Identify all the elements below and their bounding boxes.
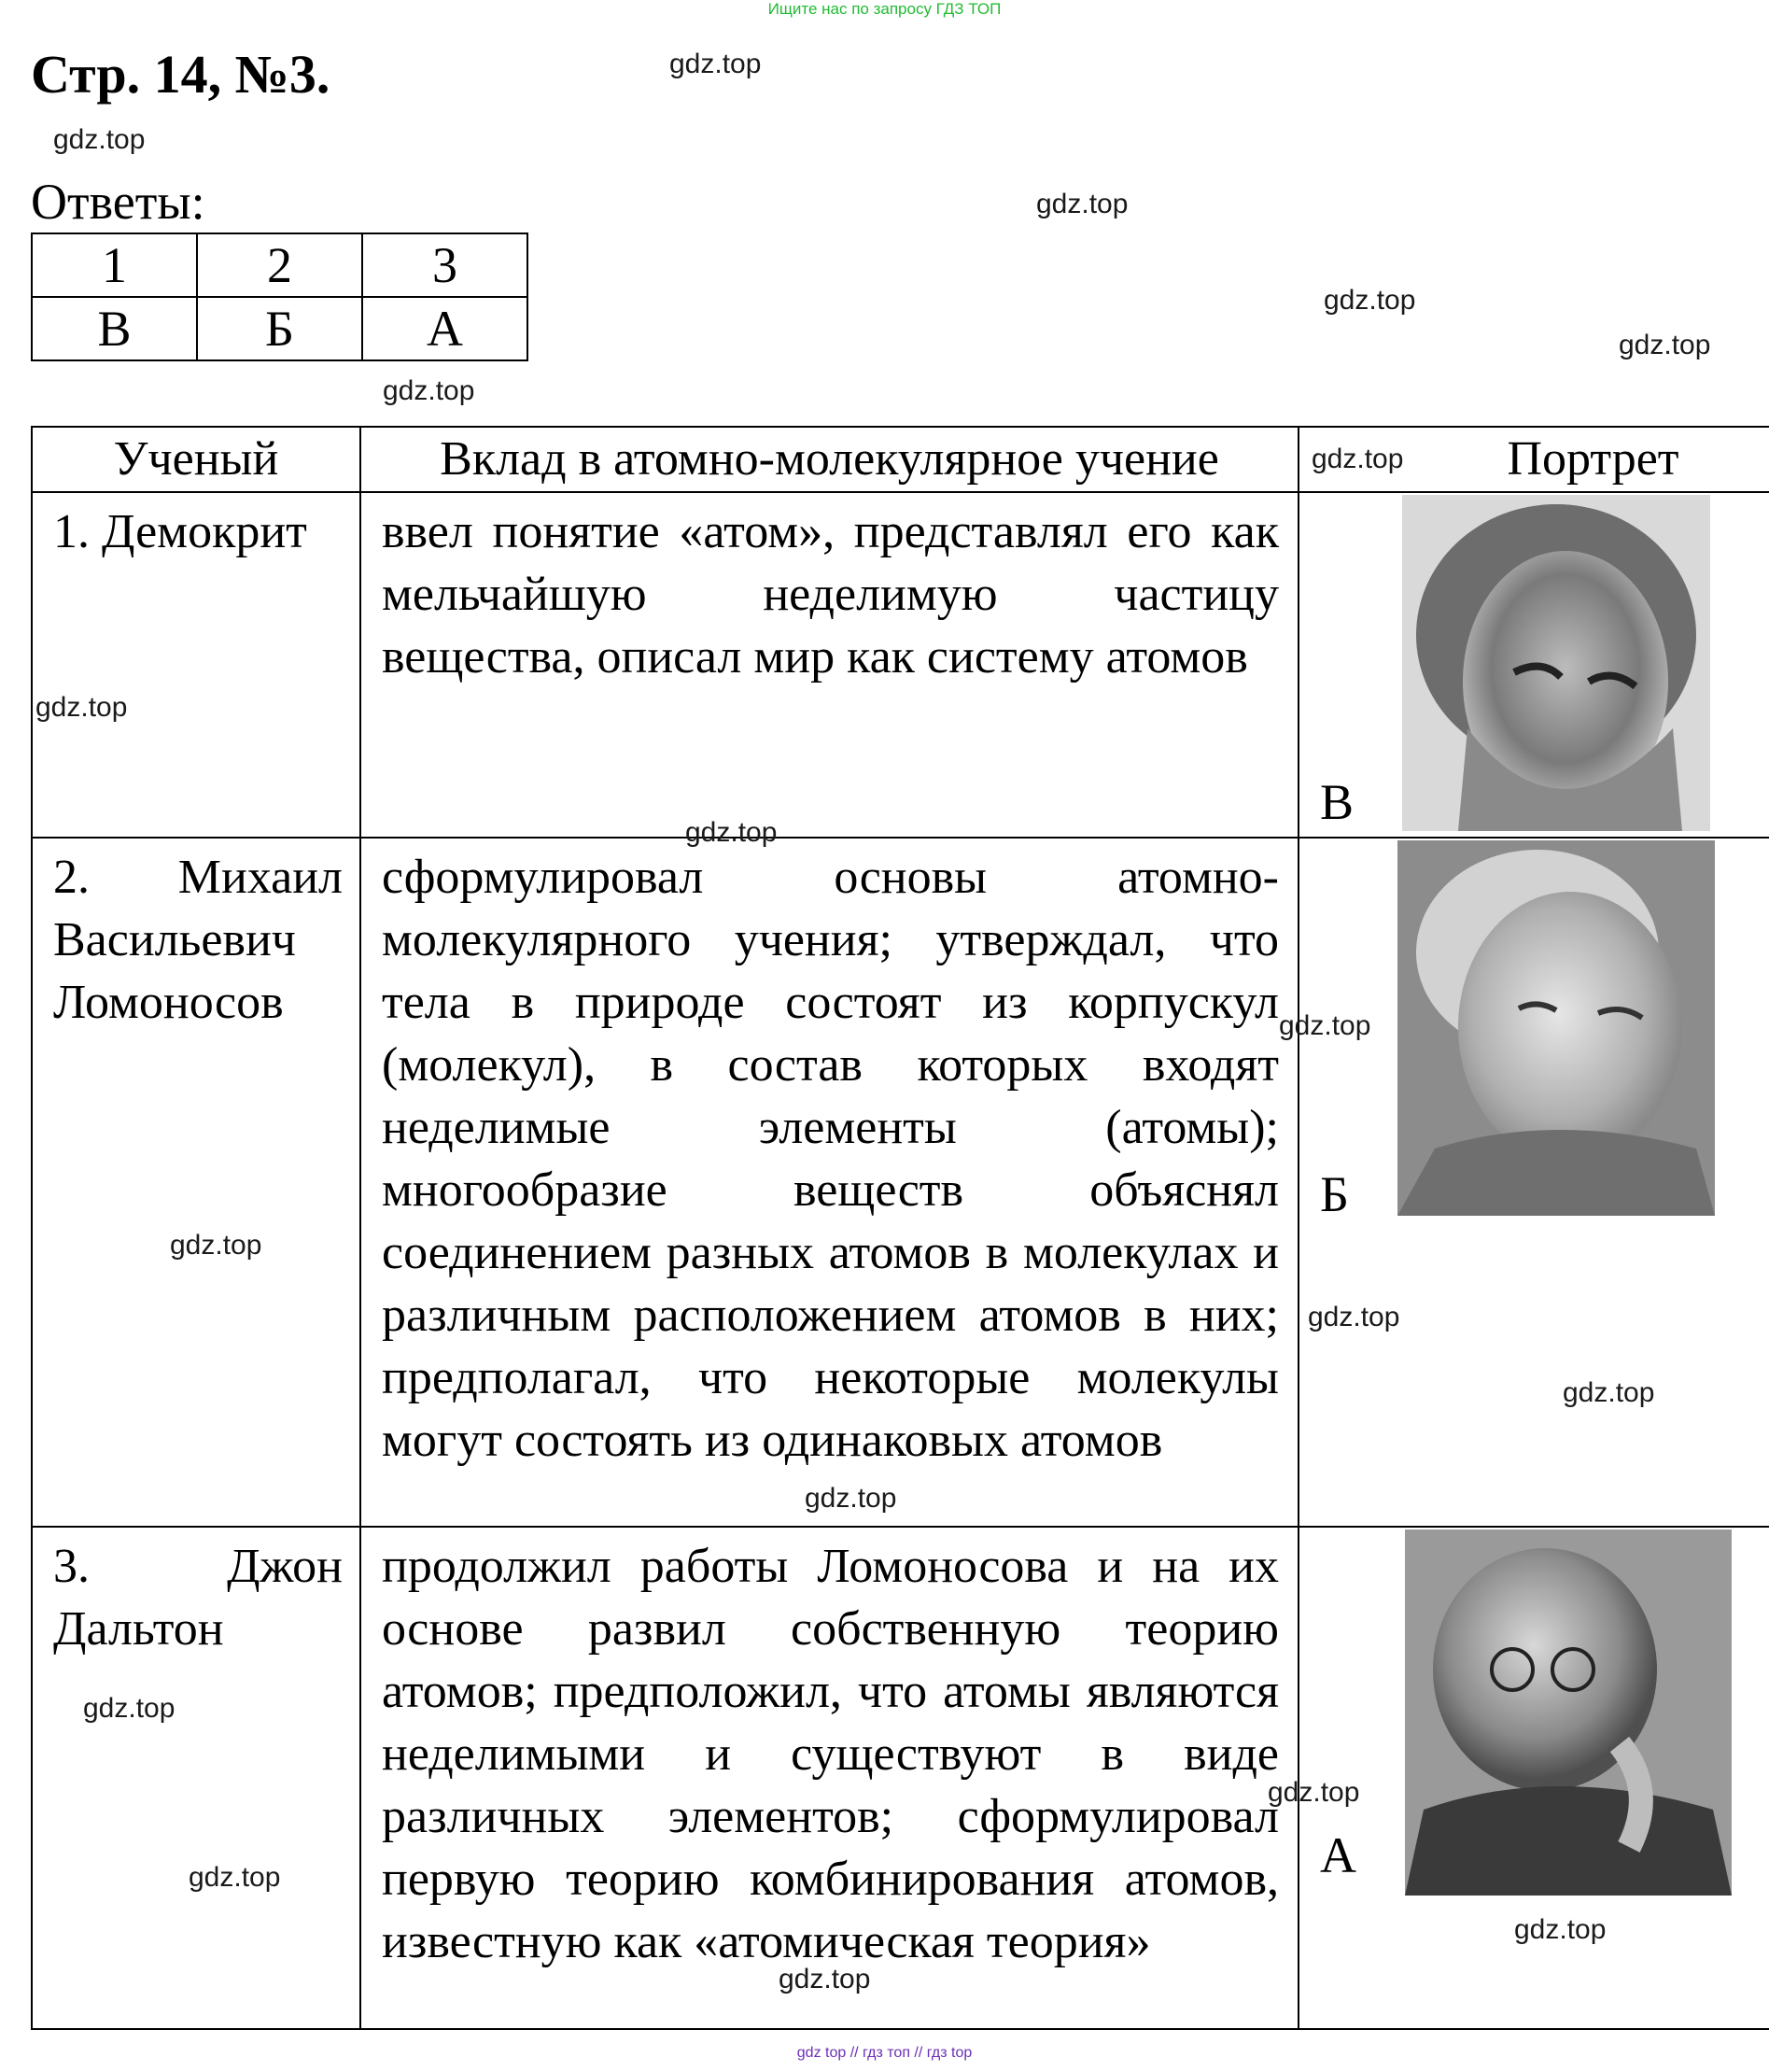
table-row: [32, 492, 1769, 838]
bottom-banner: gdz top // гдз топ // гдз top: [796, 2045, 973, 2061]
watermark: gdz.top: [1279, 1010, 1371, 1041]
scientist-contribution: ввел понятие «атом», представлял его как мельчайшую неделимую частицу вещества, описал мир как систему атомов: [360, 492, 1299, 838]
scientists-table: [31, 426, 1769, 2030]
scientist-name: 1. Демокрит: [32, 492, 360, 838]
scientist-contribution: продолжил работы Ломоносова и на их основе развил собственную теорию атомов; предположил, что атомы являются неделимыми и существуют в виде различных элементов; сформулировал первую теорию комбинирования атомов, известную как «атомическая теория»: [360, 1527, 1299, 2029]
watermark: gdz.top: [1268, 1777, 1360, 1808]
answer-number: 1: [32, 233, 197, 297]
watermark: gdz.top: [779, 1964, 871, 1994]
watermark: gdz.top: [383, 375, 475, 406]
watermark: gdz.top: [1619, 330, 1711, 360]
watermark: gdz.top: [53, 124, 146, 155]
portrait-cell: [1299, 838, 1769, 1527]
answer-number: 3: [362, 233, 527, 297]
answers-label: Ответы:: [31, 174, 205, 230]
democritus-portrait: [1402, 495, 1710, 831]
watermark: gdz.top: [189, 1862, 281, 1893]
watermark: gdz.top: [83, 1693, 175, 1724]
dalton-portrait: [1405, 1529, 1732, 1896]
watermark: gdz.top: [1308, 1302, 1400, 1332]
portrait-cell: [1299, 492, 1769, 838]
watermark: gdz.top: [1324, 285, 1416, 316]
top-banner: Ищите нас по запросу ГДЗ ТОП: [767, 0, 1002, 18]
answers-table: [31, 233, 528, 361]
page-title: Стр. 14, №3.: [31, 44, 330, 105]
table-row: [32, 1527, 1769, 2029]
watermark: gdz.top: [669, 49, 762, 79]
lomonosov-portrait: [1397, 840, 1715, 1216]
answer-letter: В: [32, 297, 197, 360]
answer-letter: Б: [197, 297, 362, 360]
header-contribution: Вклад в атомно-молекулярное учение: [360, 427, 1299, 492]
watermark: gdz.top: [805, 1483, 897, 1514]
table-header-row: [32, 427, 1769, 492]
answers-numbers-row: [32, 233, 527, 297]
header-portrait-label: Портрет: [1507, 432, 1679, 486]
scientist-name: 3. Джон Дальтон: [32, 1527, 360, 2029]
table-row: [32, 838, 1769, 1527]
scientist-contribution: сформулировал основы атомно-молекулярного учения; утверждал, что тела в природе состоят из корпускул (молекул), в состав которых входят неделимые элементы (атомы); многообразие веществ объяснял соединением разных атомов в молекулах и различным расположением атомов в них; предполагал, что некоторые молекулы могут состоять из одинаковых атомов: [360, 838, 1299, 1527]
portrait-letter: А: [1320, 1827, 1356, 1883]
scientist-name: 2. Михаил Васильевич Ломоносов: [32, 838, 360, 1527]
watermark: gdz.top: [35, 692, 128, 723]
watermark: gdz.top: [170, 1230, 262, 1261]
portrait-letter: Б: [1320, 1166, 1350, 1222]
answer-letter: А: [362, 297, 527, 360]
watermark: gdz.top: [685, 817, 778, 848]
watermark: gdz.top: [1563, 1377, 1655, 1408]
answers-letters-row: [32, 297, 527, 360]
watermark: gdz.top: [1036, 189, 1129, 219]
watermark: gdz.top: [1312, 444, 1404, 474]
header-scientist: Ученый: [32, 427, 360, 492]
portrait-letter: В: [1320, 774, 1355, 830]
watermark: gdz.top: [1514, 1914, 1607, 1945]
portrait-cell: [1299, 1527, 1769, 2029]
answer-number: 2: [197, 233, 362, 297]
